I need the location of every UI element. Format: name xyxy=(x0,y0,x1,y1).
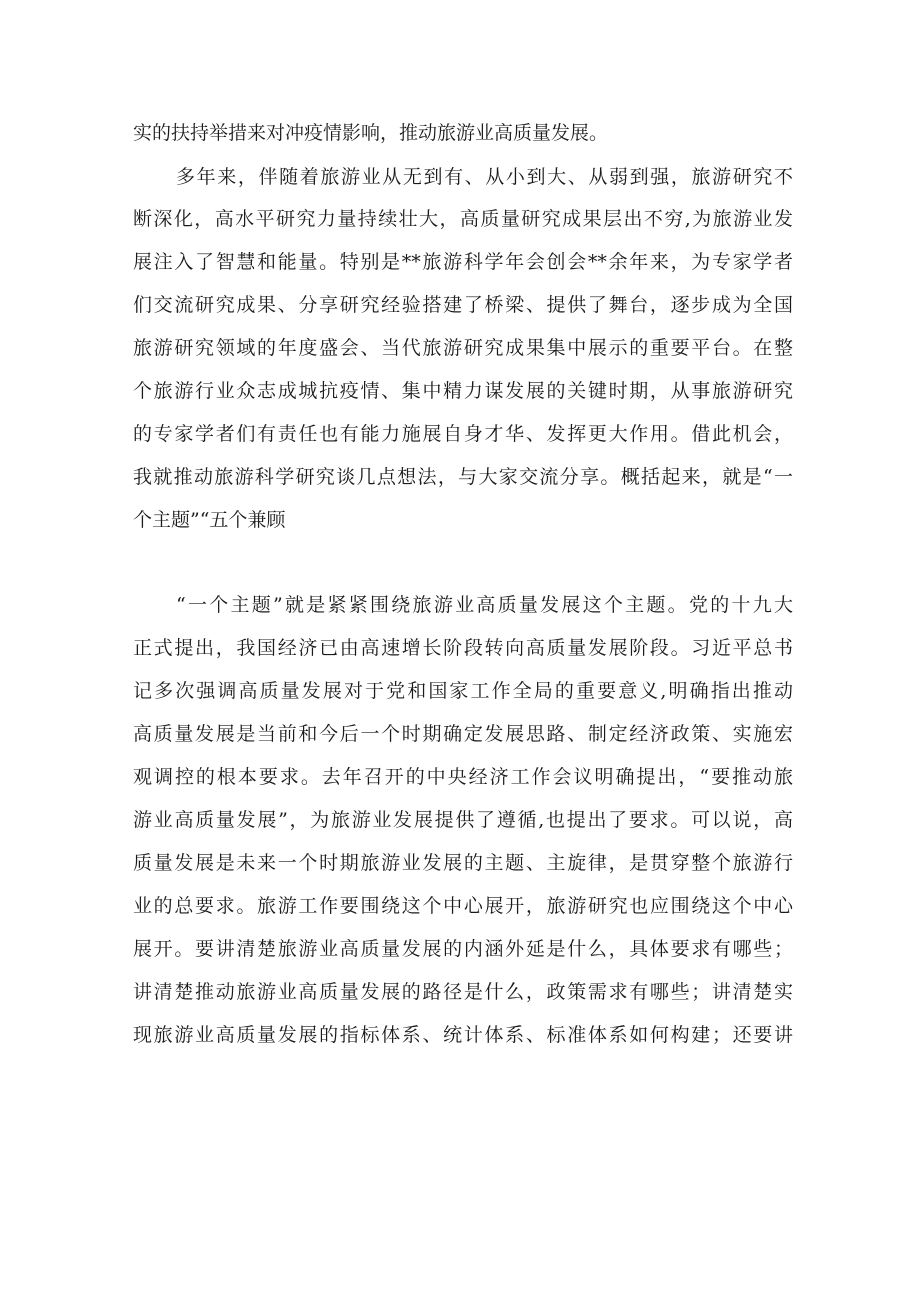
text-line: 高质量发展是当前和今后一个时期确定发展思路、制定经济政策、实施宏 xyxy=(133,723,793,745)
text-line: 观调控的根本要求。去年召开的中央经济工作会议明确提出，“要推动旅 xyxy=(133,766,793,788)
text-line: 个旅游行业众志成城抗疫情、集中精力谋发展的关键时期，从事旅游研究 xyxy=(133,380,793,402)
text-line: 旅游研究领域的年度盛会、当代旅游研究成果集中展示的重要平台。在整 xyxy=(133,337,793,359)
text-line: 的专家学者们有责任也有能力施展自身才华、发挥更大作用。借此机会， xyxy=(133,423,793,445)
text-line: 多年来，伴随着旅游业从无到有、从小到大、从弱到强，旅游研究不 xyxy=(176,166,793,188)
text-line: 个主题”“五个兼顾 xyxy=(133,509,286,531)
text-line: 正式提出，我国经济已由高速增长阶段转向高质量发展阶段。习近平总书 xyxy=(133,637,793,659)
text-line: “一个主题”就是紧紧围绕旅游业高质量发展这个主题。党的十九大 xyxy=(176,594,793,616)
text-line: 讲清楚推动旅游业高质量发展的路径是什么，政策需求有哪些；讲清楚实 xyxy=(133,981,793,1003)
text-line: 游业高质量发展”，为旅游业发展提供了遵循,也提出了要求。可以说，高 xyxy=(133,809,793,831)
text-line: 记多次强调高质量发展对于党和国家工作全局的重要意义,明确指出推动 xyxy=(133,680,793,702)
text-line: 实的扶持举措来对冲疫情影响，推动旅游业高质量发展。 xyxy=(133,122,609,144)
text-line: 现旅游业高质量发展的指标体系、统计体系、标准体系如何构建；还要讲 xyxy=(133,1024,793,1046)
text-line: 展注入了智慧和能量。特别是**旅游科学年会创会**余年来，为专家学者 xyxy=(133,251,793,273)
text-line: 我就推动旅游科学研究谈几点想法，与大家交流分享。概括起来，就是“一 xyxy=(133,466,793,488)
text-line: 质量发展是未来一个时期旅游业发展的主题、主旋律，是贯穿整个旅游行 xyxy=(133,852,793,874)
text-line: 们交流研究成果、分享研究经验搭建了桥梁、提供了舞台，逐步成为全国 xyxy=(133,294,793,316)
text-line: 业的总要求。旅游工作要围绕这个中心展开，旅游研究也应围绕这个中心 xyxy=(133,895,793,917)
text-line: 断深化，高水平研究力量持续壮大，高质量研究成果层出不穷,为旅游业发 xyxy=(133,208,793,230)
text-line: 展开。要讲清楚旅游业高质量发展的内涵外延是什么，具体要求有哪些； xyxy=(133,938,793,960)
